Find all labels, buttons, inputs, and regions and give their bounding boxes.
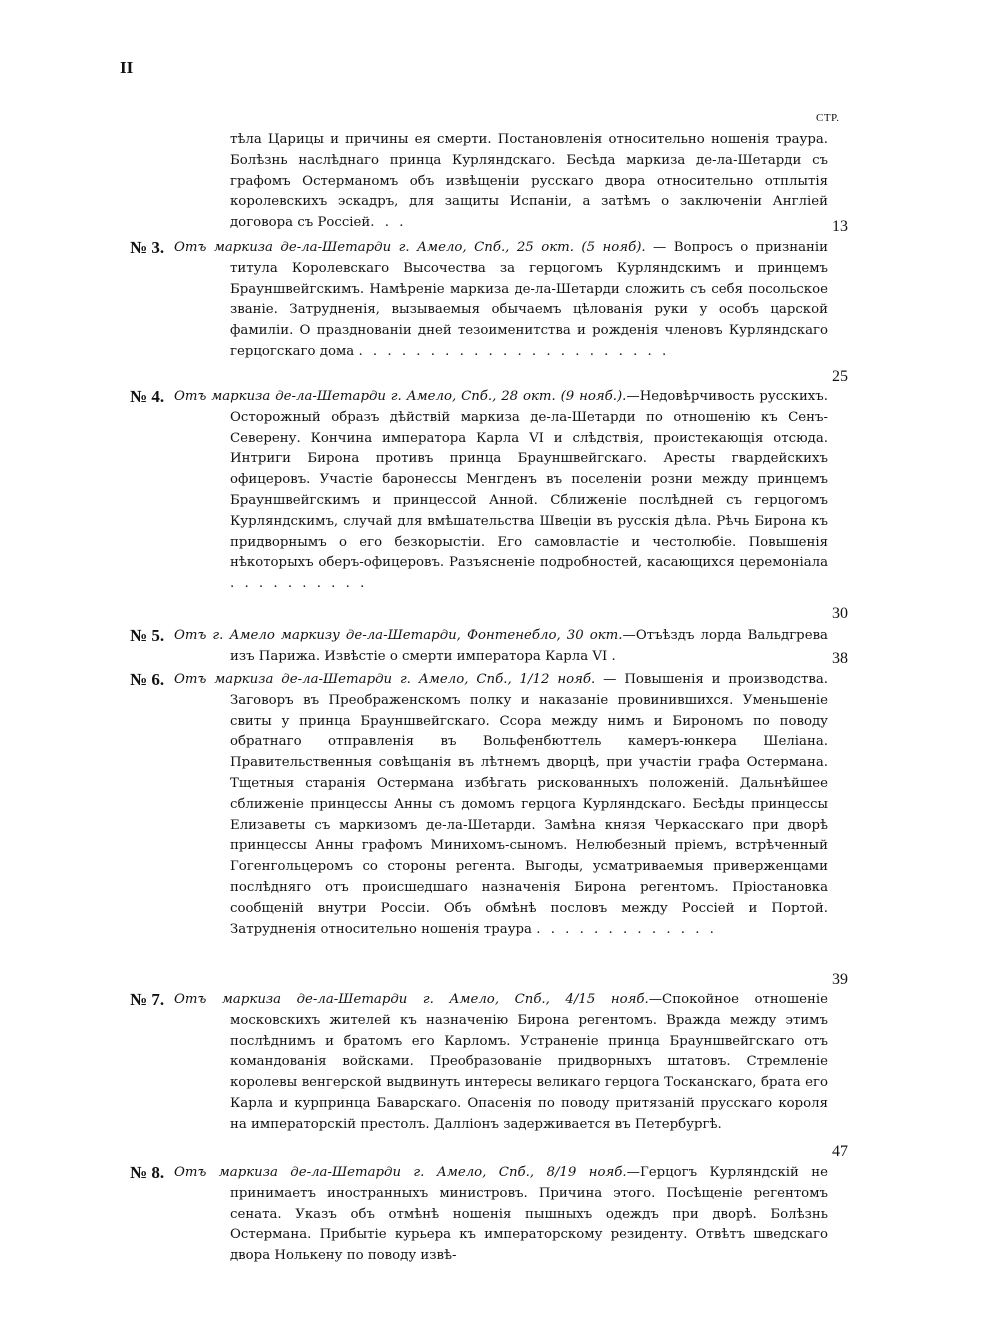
page-number: 47 xyxy=(832,1143,848,1160)
entry-number: № 8. xyxy=(130,1163,165,1182)
entry-number: № 5. xyxy=(130,626,165,645)
entry-text xyxy=(174,387,828,595)
page-number: 30 xyxy=(832,605,848,622)
entry-body: —Отъѣздъ лорда Вальдгрева изъ Парижа. Извѣстіе о смерти императора Карла VI xyxy=(230,628,828,664)
page-column-header: СТР. xyxy=(816,112,840,124)
page-number: 25 xyxy=(832,368,848,385)
entry-number: № 3. xyxy=(130,238,165,257)
toc-entry xyxy=(130,1163,830,1293)
entry-text xyxy=(174,626,828,668)
entry-body: —Герцогъ Курляндскій не принимаетъ иностранныхъ министровъ. Причина этого. Посѣщеніе регентомъ сената. Указъ объ отмѣнѣ ношенія пышныхъ одеждъ при дворѣ. Болѣзнь Остермана. Прибытіе курьера къ императорскому резиденту. Отвѣтъ шведскаго двора Нолькену по поводу извѣ- xyxy=(230,1165,828,1264)
toc-entry xyxy=(130,130,830,240)
entry-text xyxy=(174,238,828,363)
entry-number: № 4. xyxy=(130,387,165,406)
leader-dots: . xyxy=(611,648,619,664)
entry-header: Отъ маркиза де-ла-Шетарди г. Амело, Спб., 8/19 нояб. xyxy=(174,1165,627,1180)
entry-body: —Недовѣрчивость русскихъ. Осторожный образъ дѣйствій маркиза де-ла-Шетарди по отношенію къ Сенъ-Северену. Кончина императора Карла VI и слѣдствія, проистекающія отсюда. Интриги Бирона противъ принца Брауншвейгскаго. Аресты гвардейскихъ офицеровъ. Участіе баронессы Менгденъ въ поселеніи розни между принцемъ Брауншвейгскимъ и принцессой Анной. Сближеніе послѣдней съ герцогомъ Курляндскимъ, случай для вмѣшательства Швеціи въ русскія дѣла. Рѣчь Бирона къ придворнымъ о его безкорыстіи. Его самовластіе и честолюбіе. Повышенія нѣкоторыхъ оберъ-офицеровъ. Разъясненіе подробностей, касающихся церемоніала xyxy=(230,389,828,571)
entry-body: — Повышенія и производства. Заговоръ въ Преображенскомъ полку и наказаніе провинившихся. Уменьшеніе свиты у принца Брауншвейгскаго. Ссора между нимъ и Бирономъ по поводу обратнаго отправленія въ Вольфенбюттель камеръ-юнкера Шеліана. Правительственныя совѣщанія въ лѣтнемъ дворцѣ, при участіи графа Остермана. Тщетныя старанія Остермана избѣгать рискованныхъ положеній. Дальнѣйшее сближеніе принцессы Анны съ домомъ герцога Курляндскаго. Бесѣды принцессы Елизаветы съ маркизомъ де-ла-Шетарди. Замѣна князя Черкасскаго при дворѣ принцессы Анны графомъ Минихомъ-сыномъ. Нелюбезный пріемъ, встрѣченный Гогенгольцеромъ со стороны регента. Выгоды, усматриваемыя приверженцами послѣдняго отъ происшедшаго назначенія Бирона регентомъ. Пріостановка сообщеній внутри Россіи. Объ обмѣнѣ пословъ между Россіей и Портой. Затрудненія относительно ношенія траура xyxy=(230,672,828,937)
toc-entry xyxy=(130,387,830,627)
leader-dots: . . . . . . . . . . . . . . . . . . . . . . xyxy=(358,343,670,359)
entry-header: Отъ маркиза де-ла-Шетарди г. Амело, Спб., 4/15 нояб. xyxy=(174,992,649,1007)
entry-text xyxy=(174,670,828,940)
page-folio: II xyxy=(120,58,134,77)
entry-text xyxy=(174,990,828,1136)
leader-dots: . . . . . . . . . . . . . xyxy=(536,921,717,937)
entry-header: Отъ г. Амело маркизу де-ла-Шетарди, Фонтенебло, 30 окт. xyxy=(174,628,623,643)
toc-entry xyxy=(130,626,830,670)
leader-dots: . . . xyxy=(370,215,407,231)
entry-text xyxy=(230,130,828,234)
entry-body: — Вопросъ о признаніи титула Королевскаго Высочества за герцогомъ Курляндскимъ и принцемъ Брауншвейгскимъ. Намѣреніе маркиза де-ла-Шетарди сложить съ себя посольское званіе. Затрудненія, вызываемыя обычаемъ цѣлованія руки у особъ царской фамиліи. О празднованіи дней тезоименитства и рожденія членовъ Курляндскаго герцогскаго дома xyxy=(230,240,828,359)
leader-dots: . . . . . . . . . . xyxy=(230,576,368,592)
entry-header: Отъ маркиза де-ла-Шетарди г. Амело, Спб., 28 окт. (9 нояб.). xyxy=(174,389,627,404)
entry-number: № 6. xyxy=(130,670,165,689)
entry-number: № 7. xyxy=(130,990,165,1009)
entry-body: —Спокойное отношеніе московскихъ жителей къ назначенію Бирона регентомъ. Вражда между этимъ послѣднимъ и братомъ его Карломъ. Устраненіе принца Брауншвейгскаго отъ командованія войсками. Преобразованіе придворныхъ штатовъ. Стремленіе королевы венгерской выдвинуть интересы великаго герцога Тосканскаго, брата его Карла и курпринца Баварскаго. Опасенія по поводу притязаній прусскаго короля на императорскій престолъ. Далліонъ задерживается въ Петербургѣ. xyxy=(230,992,828,1132)
entry-body: тѣла Царицы и причины ея смерти. Постановленія относительно ношенія траура. Болѣзнь наслѣднаго принца Курляндскаго. Бесѣда маркиза де-ла-Шетарди съ графомъ Остерманомъ объ извѣщеніи русскаго двора относительно отплытія королевскихъ эскадръ, для защиты Испаніи, а затѣмъ о заключеніи Англіей договора съ Россіей xyxy=(230,132,828,231)
entry-header: Отъ маркиза де-ла-Шетарди г. Амело, Спб., 25 окт. (5 нояб). xyxy=(174,240,646,255)
toc-entry xyxy=(130,238,830,388)
entry-text xyxy=(174,1163,828,1267)
page-number: 38 xyxy=(832,650,848,667)
page-number: 39 xyxy=(832,971,848,988)
toc-entry xyxy=(130,670,830,988)
page-number: 13 xyxy=(832,218,848,235)
toc-entry xyxy=(130,990,830,1165)
entry-header: Отъ маркиза де-ла-Шетарди г. Амело, Спб., 1/12 нояб. xyxy=(174,672,596,687)
